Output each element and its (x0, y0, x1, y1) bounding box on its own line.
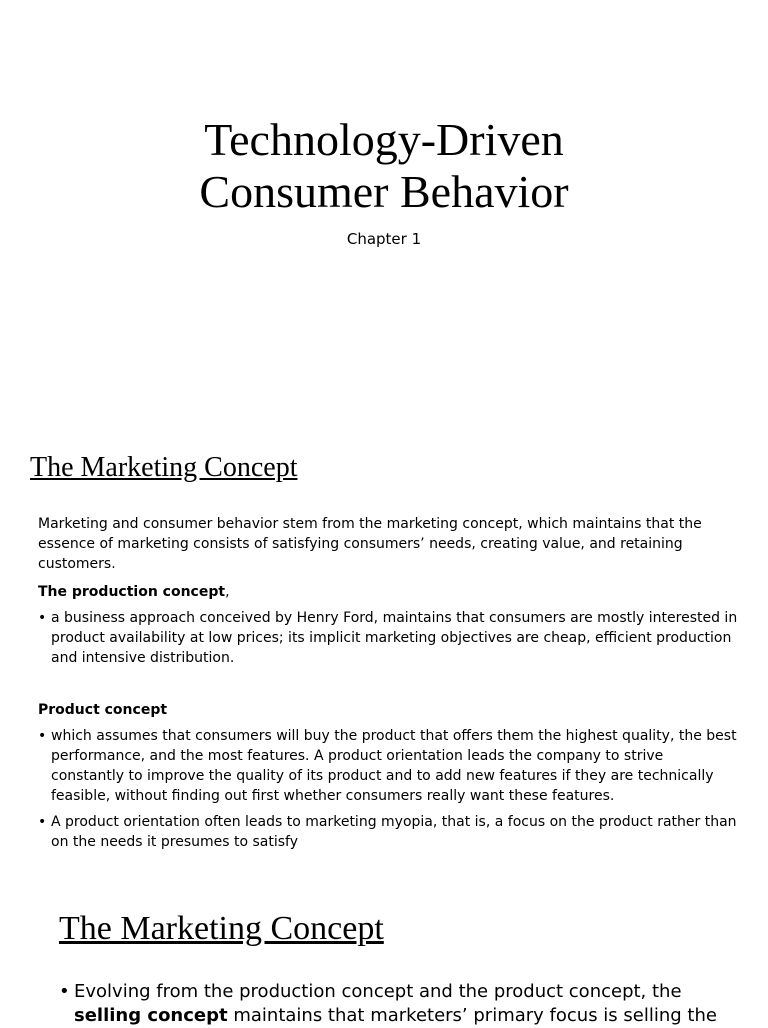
bullet-glyph: • (59, 981, 70, 1002)
slide-title-line-1: Technology-Driven (204, 114, 564, 165)
production-concept-label (38, 582, 738, 602)
selling-concept-list (59, 980, 719, 1028)
production-concept-list (38, 608, 738, 668)
list-item (38, 812, 738, 852)
slide-title (0, 114, 768, 218)
list-item-text: which assumes that consumers will buy the product that offers them the highest quality, the best performance, and the most features. A product orientation leads the company to strive constantly to improve the quality of its product and to add new features if they are technically feasible, without finding out first whether consumers really want these features. (51, 728, 737, 804)
slide-heading: The Marketing Concept (59, 910, 384, 947)
slide-title-line-2: Consumer Behavior (199, 166, 569, 217)
list-item (38, 726, 738, 806)
product-concept-list (38, 726, 738, 852)
bullet-glyph: • (38, 610, 47, 626)
slide-body (38, 514, 738, 858)
slide-body (59, 980, 719, 1028)
production-concept-label-text: The production concept (38, 584, 226, 600)
list-item-text-part-1: Evolving from the production concept and the product concept, the (74, 981, 682, 1002)
production-concept-label-suffix: , (225, 584, 230, 600)
bullet-glyph: • (38, 814, 47, 830)
product-concept-label: Product concept (38, 702, 168, 718)
marketing-concept-slide-2 (0, 880, 768, 1024)
marketing-concept-slide (0, 420, 768, 880)
list-item (38, 608, 738, 668)
list-item-text: A product orientation often leads to marketing myopia, that is, a focus on the product rather than on the needs it presumes to satisfy (51, 814, 737, 850)
list-item-text-part-2: maintains that marketers’ primary focus is selling the (233, 1005, 717, 1026)
intro-paragraph: Marketing and consumer behavior stem from the marketing concept, which maintains that the essence of marketing consists of satisfying consumers’ needs, creating value, and retaining customers. (38, 516, 702, 572)
slide-heading: The Marketing Concept (30, 452, 298, 483)
slide-subtitle: Chapter 1 (346, 230, 422, 248)
selling-concept-term: selling concept (74, 1005, 228, 1026)
list-item (59, 980, 719, 1028)
bullet-glyph: • (38, 728, 47, 744)
list-item-text: a business approach conceived by Henry Ford, maintains that consumers are mostly interested in product availability at low prices; its implicit marketing objectives are cheap, efficient production and intensive distribution. (51, 610, 738, 666)
title-slide (0, 0, 768, 420)
